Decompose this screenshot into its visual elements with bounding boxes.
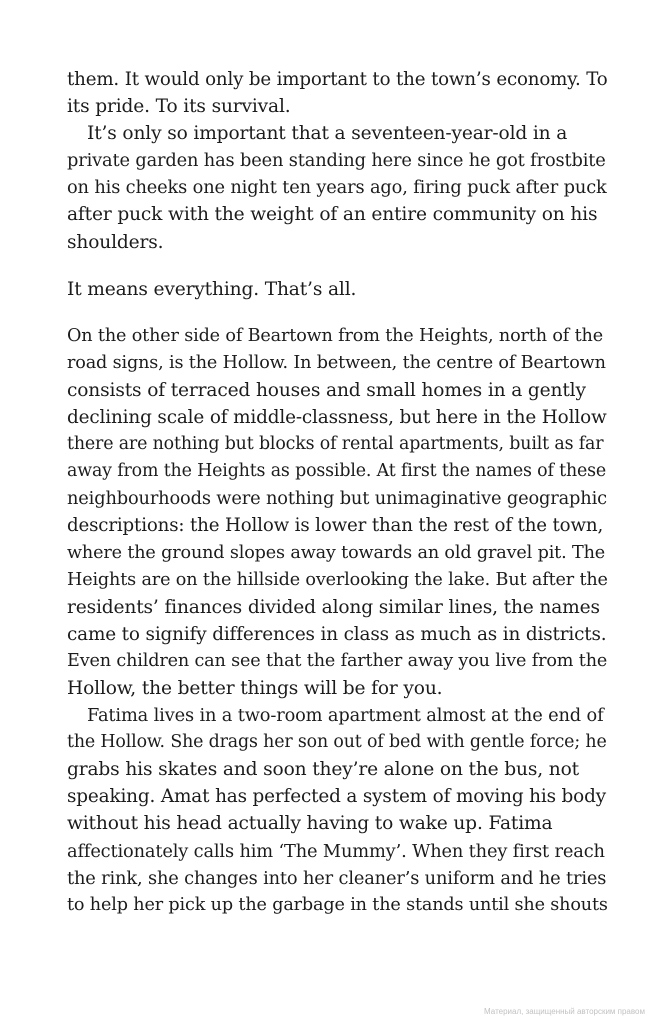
text-line: without his head actually having to wake up. Fatima	[67, 813, 553, 835]
text-line: speaking. Amat has perfected a system of moving his body	[67, 786, 606, 808]
copyright-watermark: Материал, защищенный авторским правом	[484, 1007, 645, 1016]
text-line: them. It would only be important to the town’s economy. To	[67, 69, 608, 90]
section-break	[67, 256, 607, 276]
text-line: on his cheeks one night ten years ago, firing puck after puck	[67, 177, 607, 199]
text-line: Fatima lives in a two-room apartment almost at the end of	[87, 705, 604, 727]
text-line: its pride. To its survival.	[67, 96, 291, 118]
text-line: there are nothing but blocks of rental apartments, built as far	[67, 434, 604, 455]
text-line: Even children can see that the farther away you live from the	[67, 650, 608, 671]
text-line: Hollow, the better things will be for you.	[67, 677, 443, 699]
text-line: On the other side of Beartown from the Heights, north of the	[67, 325, 603, 346]
text-line: grabs his skates and soon they’re alone on the bus, not	[67, 759, 579, 781]
text-line: neighbourhoods were nothing but unimaginative geographic	[67, 488, 607, 510]
text-line: declining scale of middle-classness, but here in the Hollow	[67, 407, 607, 429]
paragraph-3	[67, 276, 607, 303]
text-line: It’s only so important that a seventeen-year-old in a	[87, 123, 568, 145]
text-line: away from the Heights as possible. At first the names of these	[67, 461, 607, 482]
text-line: descriptions: the Hollow is lower than the rest of the town,	[67, 515, 604, 537]
text-line: to help her pick up the garbage in the stands until she shouts	[67, 894, 608, 915]
text-line: the rink, she changes into her cleaner’s uniform and he tries	[67, 867, 607, 889]
book-page	[67, 66, 607, 919]
paragraph-5	[67, 702, 607, 919]
text-line: where the ground slopes away towards an old gravel pit. The	[67, 542, 606, 563]
text-line: private garden has been standing here since he got frostbite	[67, 150, 606, 172]
paragraph-2	[67, 120, 607, 255]
text-line: shoulders.	[67, 231, 164, 253]
text-line: consists of terraced houses and small homes in a gently	[67, 379, 586, 401]
text-line: affectionately calls him ‘The Mummy’. When they first reach	[67, 840, 605, 862]
text-line: residents’ finances divided along similar lines, the names	[67, 596, 600, 618]
text-line: came to signify differences in class as much as in districts.	[67, 623, 607, 645]
text-line: It means everything. That’s all.	[67, 278, 357, 300]
text-line: road signs, is the Hollow. In between, the centre of Beartown	[67, 352, 606, 373]
text-line: the Hollow. She drags her son out of bed with gentle force; he	[67, 732, 607, 753]
paragraph-1	[67, 66, 607, 120]
section-break	[67, 303, 607, 323]
text-line: Heights are on the hillside overlooking the lake. But after the	[67, 569, 608, 590]
text-line: after puck with the weight of an entire community on his	[67, 204, 598, 226]
paragraph-4	[67, 323, 607, 702]
